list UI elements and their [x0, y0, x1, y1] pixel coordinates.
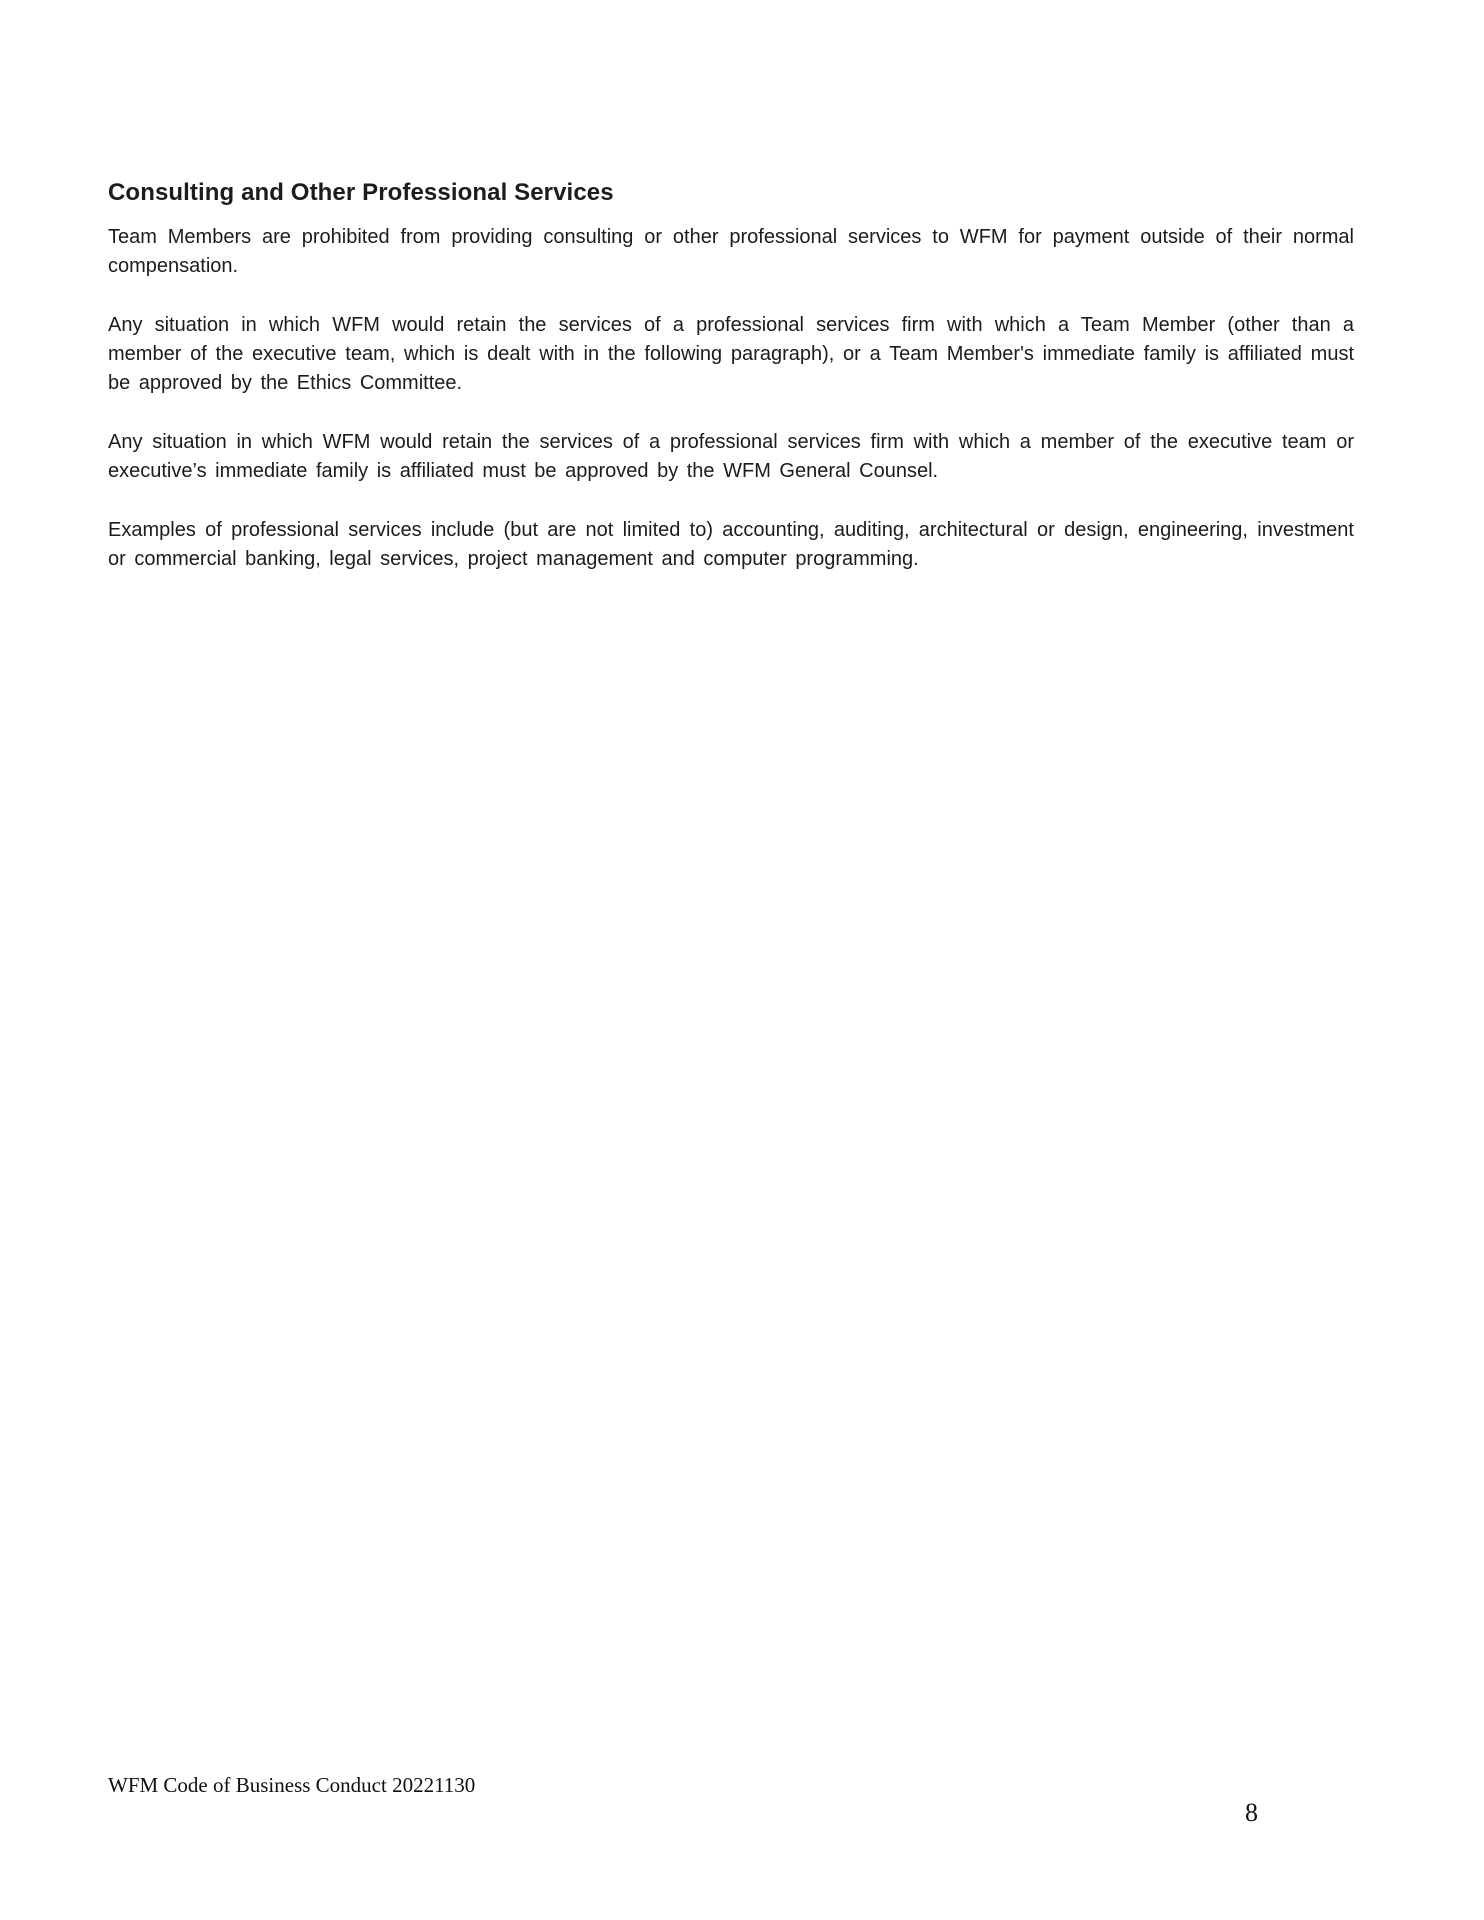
- paragraph-examples-of-services: Examples of professional services include (but are not limited to) accounting, auditing, architectural or design, engineering, investment or commercial banking, legal services, project management and computer programming.: [108, 519, 1354, 570]
- section-heading: Consulting and Other Professional Services: [108, 179, 614, 206]
- page-content: [108, 178, 1354, 604]
- footer-text: WFM Code of Business Conduct 20221130: [108, 1773, 476, 1797]
- page-number: 8: [1245, 1798, 1258, 1827]
- paragraph-team-members-prohibited: Team Members are prohibited from providing consulting or other professional services to WFM for payment outside of their normal compensation.: [108, 226, 1354, 277]
- paragraph-executive-affiliation: Any situation in which WFM would retain the services of a professional services firm with which a member of the executive team or executive’s immediate family is affiliated must be approved by the WFM General Counsel.: [108, 431, 1354, 482]
- paragraph-team-member-affiliation: Any situation in which WFM would retain the services of a professional services firm with which a Team Member (other than a member of the executive team, which is dealt with in the following paragraph), or a Team Member's immediate family is affiliated must be approved by the Ethics Committee.: [108, 314, 1354, 394]
